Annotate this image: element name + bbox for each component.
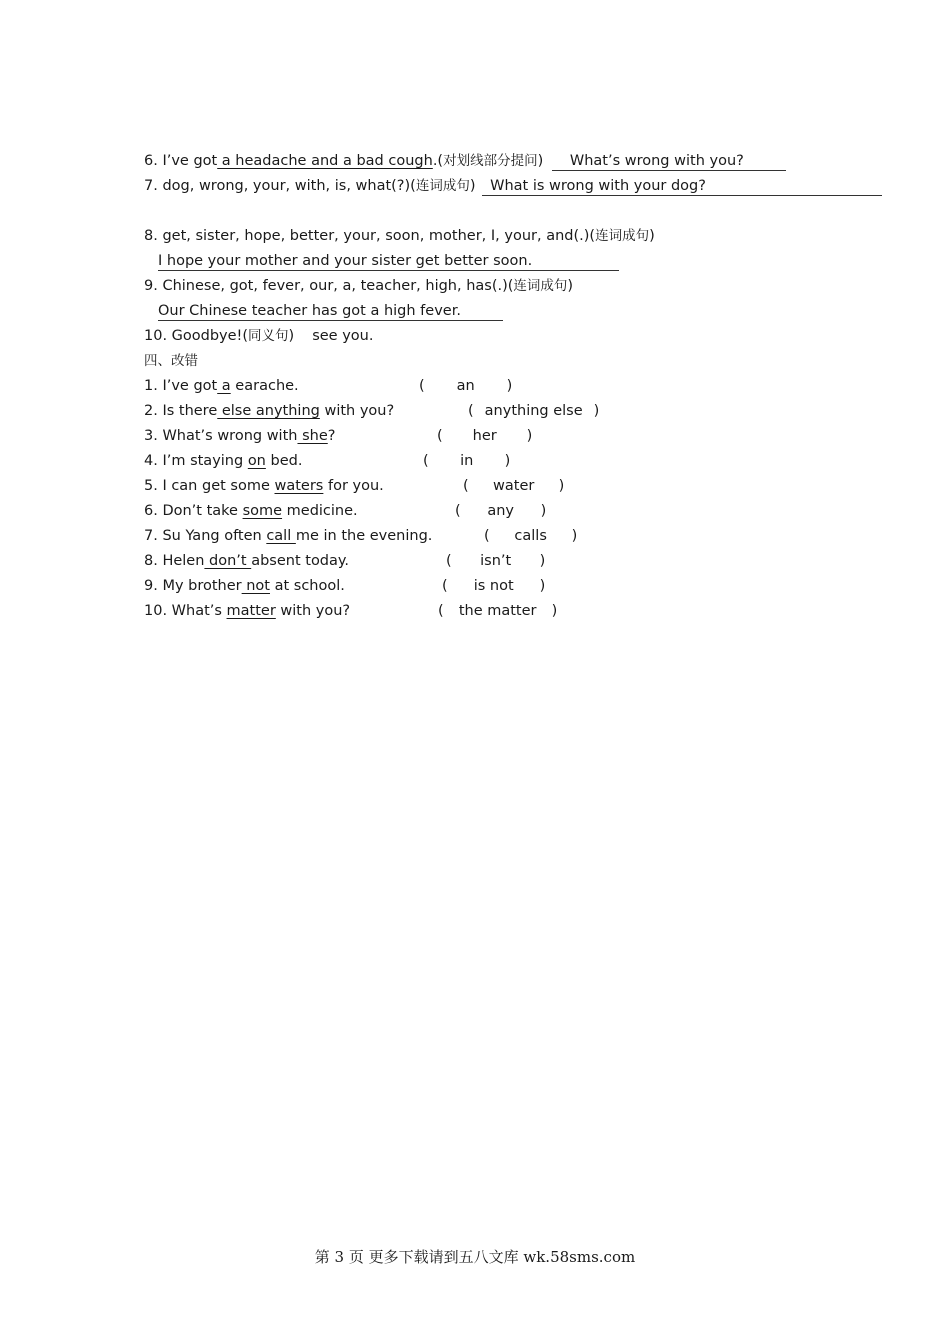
sentence-text: at school. — [269, 578, 345, 594]
q6-instruction: 对划线部分提问 — [443, 153, 538, 169]
q7-answer: What is wrong with your dog? — [490, 178, 706, 194]
q7-answer-blank — [482, 178, 882, 196]
sentence-text: with you? — [319, 403, 395, 419]
q8-answer-line — [158, 251, 619, 271]
sentence-text: earache. — [230, 378, 299, 394]
correction-item — [144, 476, 384, 496]
sentence-text: 8. Helen — [144, 553, 205, 569]
correction-answer: ( her ) — [437, 428, 533, 444]
q8-close: ) — [649, 228, 655, 244]
question-6 — [144, 151, 786, 171]
error-part: call — [266, 528, 296, 544]
answer-text: an — [456, 378, 475, 394]
correction-answer: ( anything else ) — [468, 403, 600, 419]
sentence-text: 6. Don’t take — [144, 503, 243, 519]
q10-prefix: 10. Goodbye!( — [144, 328, 249, 344]
answer-text: is not — [473, 578, 514, 594]
q9-instruction: 连词成句 — [513, 278, 568, 294]
answer-text: any — [487, 503, 514, 519]
answer-text: in — [460, 453, 474, 469]
answer-text: isn’t — [480, 553, 512, 569]
q6-close: ) — [537, 153, 544, 169]
question-8 — [144, 226, 655, 246]
question-7 — [144, 176, 882, 196]
q10-instruction: 同义句 — [248, 328, 289, 344]
correction-answer: ( calls ) — [484, 528, 578, 544]
error-part: on — [247, 453, 266, 469]
error-part: waters — [274, 478, 324, 494]
error-part: don’t — [204, 553, 252, 569]
error-part: not — [241, 578, 270, 594]
correction-item — [144, 601, 350, 621]
sentence-text: 1. I’ve got — [144, 378, 218, 394]
sentence-text: 4. I’m staying — [144, 453, 248, 469]
correction-answer: ( isn’t ) — [446, 553, 546, 569]
answer-text: calls — [514, 528, 547, 544]
sentence-text: 7. Su Yang often — [144, 528, 267, 544]
correction-answer: ( water ) — [463, 478, 565, 494]
sentence-text: 10. What’s — [144, 603, 227, 619]
sentence-text: 9. My brother — [144, 578, 242, 594]
correction-answer: ( the matter ) — [438, 603, 558, 619]
correction-item — [144, 451, 302, 471]
answer-text: water — [493, 478, 535, 494]
sentence-text: absent today. — [251, 553, 350, 569]
q9-answer: Our Chinese teacher has got a high fever. — [158, 303, 461, 319]
q6-underlined-part: a headache and a bad cough — [217, 153, 433, 169]
q6-prefix: 6. I’ve got — [144, 153, 218, 169]
correction-item — [144, 501, 358, 521]
sentence-text: medicine. — [282, 503, 358, 519]
q6-answer: What’s wrong with you? — [569, 153, 744, 169]
q7-instruction: 连词成句 — [415, 178, 470, 194]
sentence-text: ? — [327, 428, 336, 444]
q6-punct: .( — [432, 153, 444, 169]
error-part: some — [242, 503, 283, 519]
section-heading: 四、改错 — [144, 353, 198, 369]
question-10 — [144, 326, 373, 346]
correction-answer: ( any ) — [455, 503, 547, 519]
correction-item — [144, 576, 345, 596]
q9-answer-blank — [158, 303, 503, 321]
q6-answer-blank — [552, 153, 786, 171]
q10-answer: see you. — [312, 328, 374, 344]
answer-text: anything else — [484, 403, 583, 419]
q8-prefix: 8. get, sister, hope, better, your, soon, mother, I, your, and(.)( — [144, 228, 596, 244]
q9-close: ) — [567, 278, 574, 294]
error-part: she — [297, 428, 328, 444]
q7-close: ) — [469, 178, 476, 194]
sentence-text: for you. — [323, 478, 384, 494]
correction-item — [144, 526, 432, 546]
question-9 — [144, 276, 573, 296]
q10-close: ) — [288, 328, 295, 344]
sentence-text: with you? — [275, 603, 351, 619]
q9-prefix: 9. Chinese, got, fever, our, a, teacher, high, has(.)( — [144, 278, 514, 294]
correction-item — [144, 376, 299, 396]
answer-text: the matter — [458, 603, 537, 619]
q8-answer: I hope your mother and your sister get better soon. — [158, 253, 533, 269]
q8-answer-blank — [158, 253, 619, 271]
sentence-text: 2. Is there — [144, 403, 218, 419]
sentence-text: bed. — [265, 453, 303, 469]
correction-answer: ( is not ) — [442, 578, 546, 594]
correction-answer: ( in ) — [423, 453, 511, 469]
error-part: matter — [226, 603, 276, 619]
sentence-text: 3. What’s wrong with — [144, 428, 298, 444]
q8-instruction: 连词成句 — [595, 228, 650, 244]
correction-item — [144, 551, 349, 571]
correction-answer: ( an ) — [419, 378, 513, 394]
error-part: a — [217, 378, 231, 394]
correction-item — [144, 401, 394, 421]
q9-answer-line — [158, 301, 503, 321]
correction-item — [144, 426, 335, 446]
error-part: else anything — [217, 403, 320, 419]
page-footer: 第 3 页 更多下载请到五八文库 wk.58sms.com — [314, 1248, 636, 1266]
sentence-text: 5. I can get some — [144, 478, 275, 494]
sentence-text: me in the evening. — [295, 528, 433, 544]
q7-prefix: 7. dog, wrong, your, with, is, what(?)( — [144, 178, 416, 194]
answer-text: her — [472, 428, 497, 444]
